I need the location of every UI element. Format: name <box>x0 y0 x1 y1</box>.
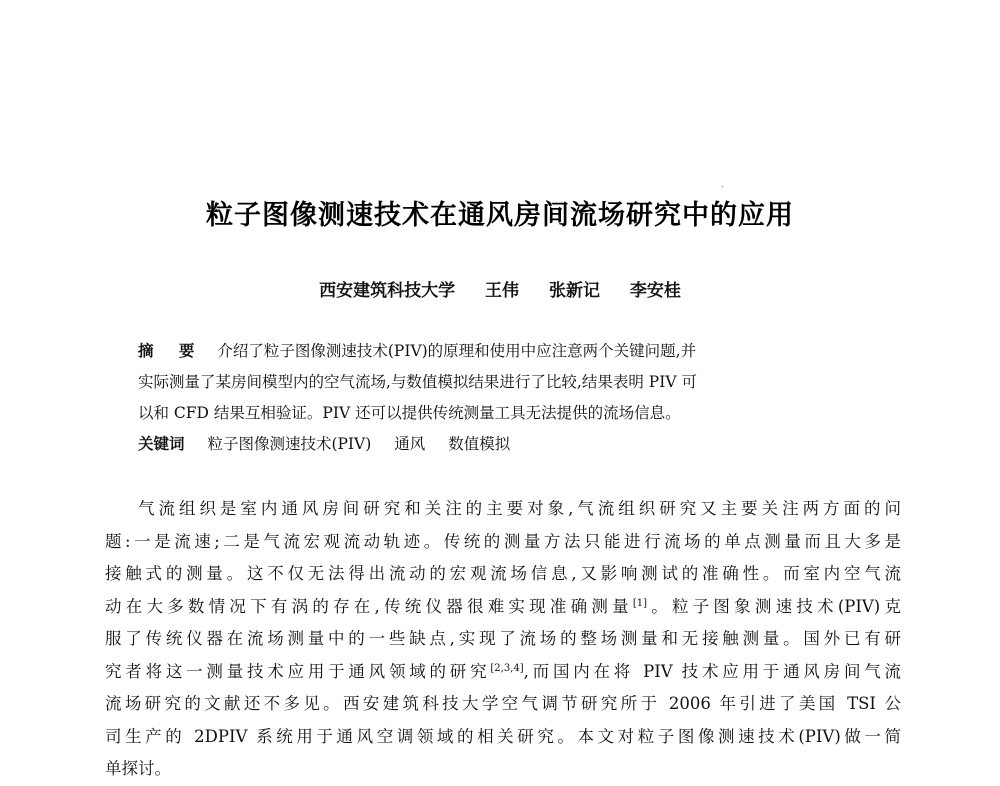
body-line <box>105 656 901 689</box>
body-text-segment: 动在大多数情况下有涡的存在,传统仪器很难实现准确测量 <box>105 596 633 616</box>
body-line: 流场研究的文献还不多见。西安建筑科技大学空气调节研究所于 2006 年引进了美国 TSI 公 <box>105 694 901 713</box>
abstract-line <box>138 336 868 367</box>
body-line: 服了传统仪器在流场测量中的一些缺点,实现了流场的整场测量和无接触测量。国外已有研 <box>105 629 901 648</box>
paper-title: 粒子图像测速技术在通风房间流场研究中的应用 <box>206 200 794 231</box>
body-line <box>105 591 901 624</box>
body-line: 单探讨。 <box>105 759 171 778</box>
abstract-line: 以和 CFD 结果互相验证。PIV 还可以提供传统测量工具无法提供的流场信息。 <box>138 404 681 422</box>
body-line: 题:一是流速;二是气流宏观流动轨迹。传统的测量方法只能进行流场的单点测量而且大多是 <box>105 531 901 551</box>
body-line: 司生产的 2DPIV 系统用于通风空调领域的相关研究。本文对粒子图像测速技术(PIV)做一简 <box>105 726 901 746</box>
abstract-section <box>138 336 868 460</box>
body-line: 接触式的测量。这不仅无法得出流动的宏观流场信息,又影响测试的准确性。而室内空气流 <box>105 564 901 583</box>
affiliation: 西安建筑科技大学 <box>319 281 456 301</box>
citation-ref: [1] <box>632 597 647 609</box>
keyword: 通风 <box>394 435 426 453</box>
keyword: 数值模拟 <box>448 435 511 453</box>
author-name: 王伟 <box>485 281 520 301</box>
body-text-segment: 。粒子图象测速技术(PIV)克 <box>647 596 901 616</box>
keywords-label: 关键词 <box>138 435 185 453</box>
body-line: 气流组织是室内通风房间研究和关注的主要对象,气流组织研究又主要关注两方面的问 <box>138 499 901 518</box>
keyword: 粒子图像测速技术(PIV) <box>207 435 372 453</box>
citation-ref: [2,3,4] <box>490 662 524 674</box>
author-name: 张新记 <box>548 281 600 301</box>
author-line <box>0 276 1000 301</box>
scan-speck <box>722 186 723 187</box>
body-text-segment: ,而国内在将 PIV 技术应用于通风房间气流 <box>523 661 902 681</box>
abstract-line: 实际测量了某房间模型内的空气流场,与数值模拟结果进行了比较,结果表明 PIV 可 <box>138 373 697 391</box>
body-text-segment: 究者将这一测量技术应用于通风领域的研究 <box>105 661 491 681</box>
abstract-text: 介绍了粒子图像测速技术(PIV)的原理和使用中应注意两个关键问题,并 <box>217 342 697 360</box>
abstract-label: 摘 要 <box>138 342 205 360</box>
body-paragraph <box>105 493 901 786</box>
author-name: 李安桂 <box>629 281 681 301</box>
keywords-line <box>138 429 868 460</box>
